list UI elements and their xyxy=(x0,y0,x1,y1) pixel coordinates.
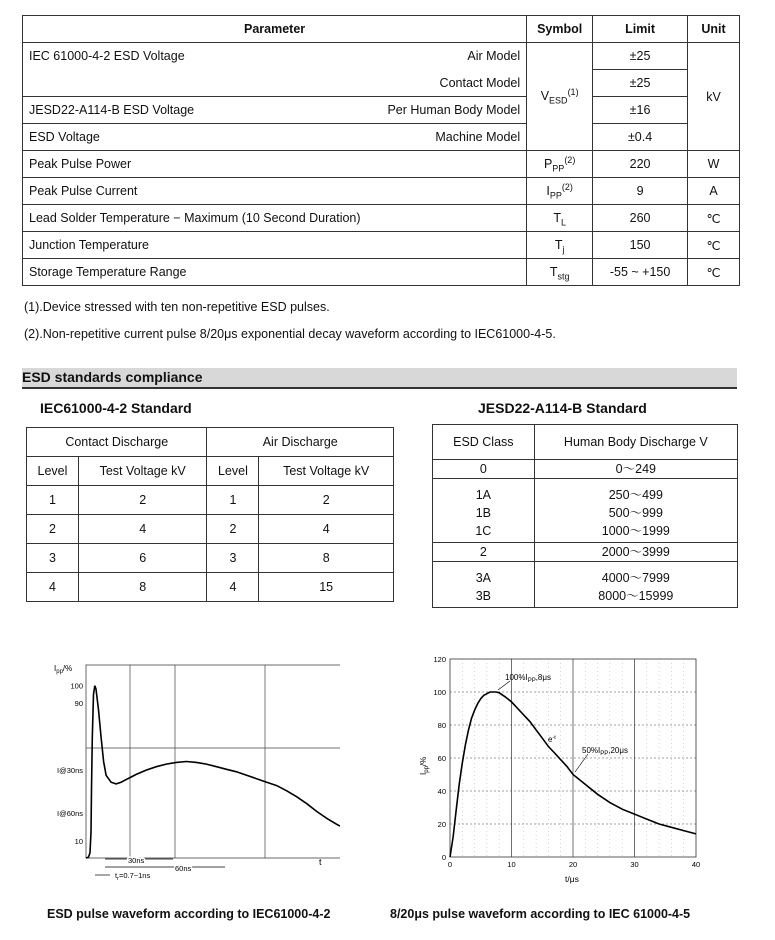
surge-y-tick-label: 0 xyxy=(441,853,446,862)
esd-x-axis-label: t xyxy=(319,857,322,867)
param-unit: A xyxy=(688,178,740,205)
iec-rows xyxy=(27,486,394,602)
param-limit: 220 xyxy=(593,151,688,178)
surge-half-annotation: $50\%I_{PP},20\mu s$ xyxy=(582,746,628,757)
jesd-voltage: 0～249 xyxy=(615,462,656,476)
esd-60ns-label: 60ns xyxy=(175,864,192,873)
ratings-row xyxy=(23,232,740,259)
surge-x-tick-label: 0 xyxy=(447,860,453,869)
jesd-class-cell xyxy=(433,460,535,479)
air-level: 3 xyxy=(207,544,259,573)
esd-y-tick-label: 10 xyxy=(74,836,83,846)
jesd-voltage-cell xyxy=(534,543,737,562)
ratings-row-machine xyxy=(23,124,740,151)
col-unit: Unit xyxy=(688,16,740,43)
param-name: Peak Pulse Power xyxy=(23,151,527,178)
ratings-row xyxy=(23,259,740,286)
param-symbol: $T_{stg}$ xyxy=(527,259,593,286)
esd-y-tick-label: 90 xyxy=(74,698,83,708)
iec-row xyxy=(27,486,394,515)
ratings-row xyxy=(23,151,740,178)
surge-y-tick-label: 120 xyxy=(433,655,446,664)
param-unit: ℃ xyxy=(688,232,740,259)
surge-peak-annotation: $100\%I_{PP},8\mu s$ xyxy=(505,673,551,684)
param-unit: ℃ xyxy=(688,205,740,232)
surge-x-tick-label: 40 xyxy=(691,860,701,869)
param-limit: 260 xyxy=(593,205,688,232)
jesd-class: 0 xyxy=(479,462,487,476)
param-name: Junction Temperature xyxy=(23,232,527,259)
esd-y-tick-label: I@60ns xyxy=(57,809,83,819)
jesd-class: 1B xyxy=(475,506,491,520)
surge-y-tick-label: 100 xyxy=(433,688,446,697)
jesd-rows xyxy=(433,460,738,608)
jesd-class-cell xyxy=(433,562,535,608)
human-limit: ±16 xyxy=(593,97,688,124)
param-symbol: $I_{PP}^{(2)}$ xyxy=(527,178,593,205)
jesd-voltage-cell xyxy=(534,460,737,479)
ratings-row xyxy=(23,178,740,205)
iec-row xyxy=(27,544,394,573)
iec-col-voltage: Test Voltage kV xyxy=(78,457,207,486)
air-voltage: 15 xyxy=(259,573,394,602)
surge-grid xyxy=(450,659,696,857)
jesd-class-cell xyxy=(433,543,535,562)
jesd-voltage: 8000～15999 xyxy=(598,589,674,603)
param-limit: -55 ~ +150 xyxy=(593,259,688,286)
ratings-header-row xyxy=(23,16,740,43)
contact-level: 4 xyxy=(27,573,79,602)
jesd-row xyxy=(433,479,738,543)
contact-voltage: 6 xyxy=(78,544,207,573)
esd-y-tick-label: I@30ns xyxy=(57,766,83,776)
jesd-class: 1A xyxy=(475,488,491,502)
surge-decay-annotation: $e^{-t}$ xyxy=(548,735,556,744)
jesd-voltage-cell xyxy=(534,479,737,543)
jesd-esd-param: JESD22-A114-B ESD Voltage Per Human Body Model xyxy=(23,97,527,124)
surge-x-tick-label: 10 xyxy=(507,860,516,869)
jesd-voltage: 4000～7999 xyxy=(601,571,670,585)
esd-y-axis-label: $I_{pp}/\%$ xyxy=(54,664,73,675)
iec-contact-group: Contact Discharge xyxy=(27,428,207,457)
esd-unit: kV xyxy=(688,43,740,151)
iec-esd-param: IEC 61000-4-2 ESD Voltage Air Model xyxy=(23,43,527,70)
jesd-standard-table xyxy=(432,424,738,608)
param-limit: 150 xyxy=(593,232,688,259)
iec-air-group: Air Discharge xyxy=(207,428,394,457)
contact-model: Contact Model xyxy=(23,70,527,97)
esd-grid xyxy=(86,665,340,858)
surge-chart-caption: 8/20μs pulse waveform according to IEC 61000-4-5 xyxy=(390,907,691,921)
contact-voltage: 8 xyxy=(78,573,207,602)
iec-standard-table xyxy=(26,427,394,602)
jesd-voltage: 1000～1999 xyxy=(601,524,670,538)
surge-x-axis-label: t/μs xyxy=(565,874,579,884)
contact-voltage: 2 xyxy=(78,486,207,515)
section-header xyxy=(22,368,737,389)
air-voltage: 4 xyxy=(259,515,394,544)
jesd-standard-title: JESD22-A114-B Standard xyxy=(478,400,647,416)
param-name: Storage Temperature Range xyxy=(23,259,527,286)
surge-y-tick-label: 20 xyxy=(437,820,446,829)
esd-30ns-label: 30ns xyxy=(128,856,145,865)
esd-symbol: $V_{ESD}^{(1)}$ xyxy=(527,43,593,151)
surge-waveform-chart xyxy=(410,650,720,890)
esd-tr-label: $t_r=0.7\sim 1ns$ xyxy=(115,871,151,882)
iec-col-voltage: Test Voltage kV xyxy=(259,457,394,486)
jesd-header-row xyxy=(433,425,738,460)
air-level: 1 xyxy=(207,486,259,515)
esd-plot-frame xyxy=(86,665,340,858)
jesd-class: 1C xyxy=(475,524,492,538)
jesd-class: 3B xyxy=(475,589,491,603)
note-1: (1).Device stressed with ten non-repetitive ESD pulses. xyxy=(24,300,330,314)
jesd-row xyxy=(433,562,738,608)
ratings-table xyxy=(22,15,740,286)
air-voltage: 2 xyxy=(259,486,394,515)
jesd-col-voltage: Human Body Discharge V xyxy=(534,425,737,460)
air-voltage: 8 xyxy=(259,544,394,573)
jesd-row xyxy=(433,543,738,562)
machine-limit: ±0.4 xyxy=(593,124,688,151)
jesd-voltage: 250～499 xyxy=(608,488,663,502)
ratings-row-human xyxy=(23,97,740,124)
jesd-class: 3A xyxy=(475,571,491,585)
surge-x-tick-label: 20 xyxy=(568,860,578,869)
contact-level: 3 xyxy=(27,544,79,573)
esd-voltage-param: ESD Voltage Machine Model xyxy=(23,124,527,151)
surge-half-pointer xyxy=(575,754,588,772)
surge-y-tick-label: 60 xyxy=(437,754,446,763)
param-name: Lead Solder Temperature − Maximum (10 Second Duration) xyxy=(23,205,527,232)
param-symbol: $T_j$ xyxy=(527,232,593,259)
contact-level: 2 xyxy=(27,515,79,544)
section-title: ESD standards compliance xyxy=(22,369,203,385)
param-symbol: $T_L$ xyxy=(527,205,593,232)
iec-col-level: Level xyxy=(27,457,79,486)
jesd-voltage: 500～999 xyxy=(608,506,663,520)
esd-chart-caption: ESD pulse waveform according to IEC61000-4-2 xyxy=(47,907,331,921)
air-level: 2 xyxy=(207,515,259,544)
iec-col-row xyxy=(27,457,394,486)
esd-y-tick-labels xyxy=(57,682,83,846)
ratings-rows xyxy=(23,151,740,286)
esd-waveform-line xyxy=(86,686,340,858)
jesd-col-class: ESD Class xyxy=(433,425,535,460)
ratings-row-contact xyxy=(23,70,740,97)
col-limit: Limit xyxy=(593,16,688,43)
surge-ticks xyxy=(433,655,700,869)
param-unit: W xyxy=(688,151,740,178)
jesd-class-cell xyxy=(433,479,535,543)
iec-col-level: Level xyxy=(207,457,259,486)
iec-row xyxy=(27,515,394,544)
surge-peak-pointer xyxy=(498,681,510,690)
ratings-row-air xyxy=(23,43,740,70)
note-2: (2).Non-repetitive current pulse 8/20μs exponential decay waveform according to IEC61000-4-5. xyxy=(24,327,556,341)
surge-x-tick-label: 30 xyxy=(630,860,639,869)
air-limit: ±25 xyxy=(593,43,688,70)
jesd-voltage-cell xyxy=(534,562,737,608)
param-symbol: $P_{PP}^{(2)}$ xyxy=(527,151,593,178)
ratings-row xyxy=(23,205,740,232)
surge-y-axis-label: $I_{pp}/\%$ xyxy=(419,756,430,775)
param-name: Peak Pulse Current xyxy=(23,178,527,205)
jesd-row xyxy=(433,460,738,479)
jesd-voltage: 2000～3999 xyxy=(601,545,670,559)
param-limit: 9 xyxy=(593,178,688,205)
contact-limit: ±25 xyxy=(593,70,688,97)
contact-level: 1 xyxy=(27,486,79,515)
esd-y-tick-label: 100 xyxy=(70,681,83,691)
iec-standard-title: IEC61000-4-2 Standard xyxy=(40,400,192,416)
esd-waveform-chart xyxy=(40,645,340,890)
surge-y-tick-label: 80 xyxy=(437,721,446,730)
surge-y-tick-label: 40 xyxy=(437,787,446,796)
param-unit: ℃ xyxy=(688,259,740,286)
iec-row xyxy=(27,573,394,602)
contact-voltage: 4 xyxy=(78,515,207,544)
jesd-class: 2 xyxy=(479,545,487,559)
air-level: 4 xyxy=(207,573,259,602)
col-parameter: Parameter xyxy=(23,16,527,43)
iec-group-row xyxy=(27,428,394,457)
col-symbol: Symbol xyxy=(527,16,593,43)
